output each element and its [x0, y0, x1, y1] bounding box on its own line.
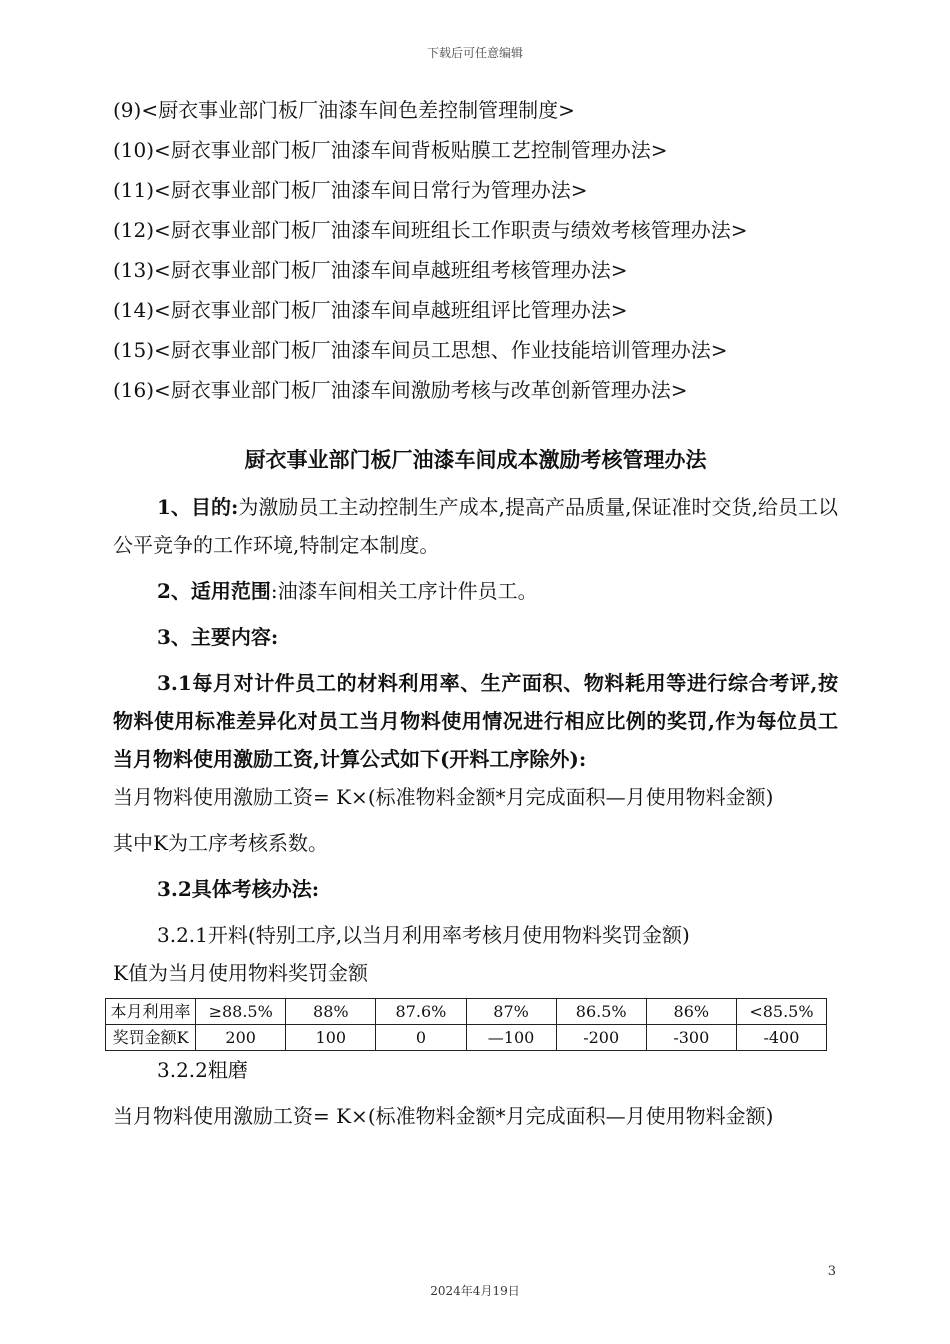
section-scope: [113, 572, 838, 610]
section-text: :油漆车间相关工序计件员工。: [270, 579, 538, 603]
section-3-2: 3.2具体考核办法:: [157, 877, 320, 901]
table-cell: 200: [196, 1025, 286, 1051]
table-cell: 86.5%: [556, 999, 646, 1025]
header-note: 下载后可任意编辑: [426, 46, 523, 60]
section-text: 为激励员工主动控制生产成本,提高产品质量,保证准时交货,给员工以公平竞争的工作环境,特制定本制度。: [113, 495, 838, 557]
table-row: [106, 999, 827, 1025]
section-3-2-1: 3.2.1开料(特别工序,以当月利用率考核月使用物料奖罚金额): [157, 923, 690, 947]
list-item: (10)<厨衣事业部门板厂油漆车间背板贴膜工艺控制管理办法>: [113, 138, 668, 162]
table-cell: -200: [556, 1025, 646, 1051]
table-cell: 87%: [466, 999, 556, 1025]
formula-incentive-wage-2: 当月物料使用激励工资= K×(标准物料金额*月完成面积—月使用物料金额): [113, 1104, 774, 1128]
list-item: (9)<厨衣事业部门板厂油漆车间色差控制管理制度>: [113, 98, 575, 122]
section-purpose: [113, 488, 838, 564]
list-item: (16)<厨衣事业部门板厂油漆车间激励考核与改革创新管理办法>: [113, 378, 688, 402]
list-item: (15)<厨衣事业部门板厂油漆车间员工思想、作业技能培训管理办法>: [113, 338, 728, 362]
k-value-note: K值为当月使用物料奖罚金额: [113, 961, 368, 985]
list-item: (13)<厨衣事业部门板厂油漆车间卓越班组考核管理办法>: [113, 258, 628, 282]
table-cell: 0: [376, 1025, 466, 1051]
document-body: [110, 90, 838, 1135]
table-cell: 87.6%: [376, 999, 466, 1025]
table-row: [106, 1025, 827, 1051]
footer-date: 2024年4月19日: [430, 1284, 520, 1298]
regulation-list: [113, 90, 838, 410]
list-item: (12)<厨衣事业部门板厂油漆车间班组长工作职责与绩效考核管理办法>: [113, 218, 748, 242]
utilization-reward-table: [105, 998, 827, 1051]
page-number: 3: [827, 1264, 836, 1279]
table-cell: -300: [646, 1025, 736, 1051]
section-heading: 2、适用范围: [157, 579, 271, 603]
section-heading: 1、目的:: [157, 495, 239, 519]
list-item: (11)<厨衣事业部门板厂油漆车间日常行为管理办法>: [113, 178, 588, 202]
table-cell: 奖罚金额K: [106, 1025, 196, 1051]
section-3-2-2: 3.2.2粗磨: [157, 1058, 248, 1082]
list-item: (14)<厨衣事业部门板厂油漆车间卓越班组评比管理办法>: [113, 298, 628, 322]
section-3-1: 3.1每月对计件员工的材料利用率、生产面积、物料耗用等进行综合考评,按物料使用标准差异化对员工当月物料使用情况进行相应比例的奖罚,作为每位员工当月物料使用激励工资,计算公式如下(开料工序除外):: [113, 671, 838, 771]
section-main-content: 3、主要内容:: [157, 625, 279, 649]
table-cell: <85.5%: [736, 999, 826, 1025]
formula-incentive-wage: 当月物料使用激励工资= K×(标准物料金额*月完成面积—月使用物料金额): [113, 785, 774, 809]
table-cell: 本月利用率: [106, 999, 196, 1025]
k-coefficient-note: 其中K为工序考核系数。: [113, 831, 328, 855]
table-cell: 88%: [286, 999, 376, 1025]
table-cell: -400: [736, 1025, 826, 1051]
table-cell: ≥88.5%: [196, 999, 286, 1025]
table-cell: —100: [466, 1025, 556, 1051]
table-cell: 100: [286, 1025, 376, 1051]
document-title: 厨衣事业部门板厂油漆车间成本激励考核管理办法: [244, 447, 707, 472]
table-cell: 86%: [646, 999, 736, 1025]
